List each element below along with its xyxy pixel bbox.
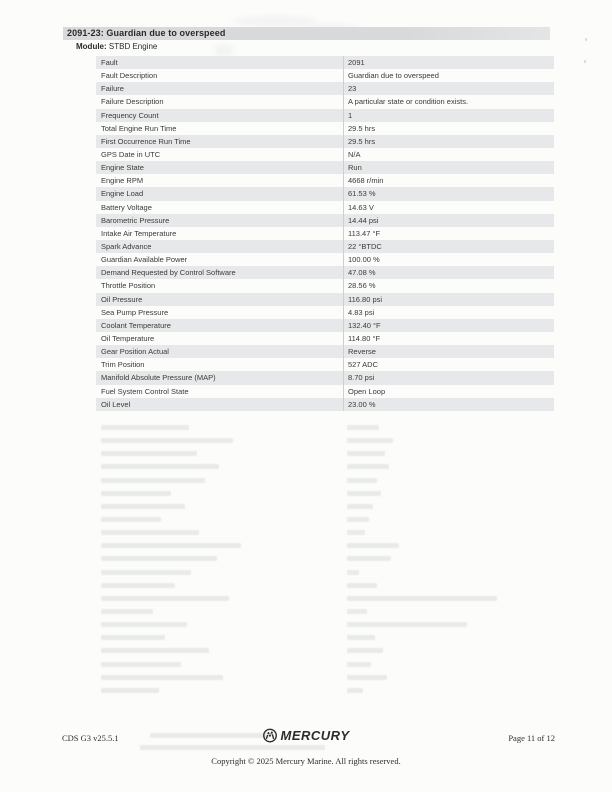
bleed-through-row <box>96 605 554 618</box>
bleed-through-value <box>343 556 554 561</box>
table-row <box>96 187 554 200</box>
bleed-through-area <box>96 421 554 697</box>
bleed-through-label <box>96 517 343 522</box>
table-row <box>96 56 554 69</box>
row-label: Engine Load <box>101 189 144 199</box>
bleed-through-value <box>343 425 554 430</box>
bleed-through-row <box>96 513 554 526</box>
bleed-through-label <box>96 635 343 640</box>
bleed-through-label <box>96 570 343 575</box>
row-value: 113.47 °F <box>343 227 554 240</box>
row-value: N/A <box>343 148 554 161</box>
bleed-through-row <box>96 460 554 473</box>
row-label: Oil Level <box>101 399 131 409</box>
table-row <box>96 122 554 135</box>
row-label: Failure Description <box>101 97 164 107</box>
bleed-through-line <box>150 733 270 738</box>
table-row <box>96 293 554 306</box>
row-value: 47.08 % <box>343 266 554 279</box>
table-row <box>96 253 554 266</box>
row-value: 2091 <box>343 56 554 69</box>
bleed-through-value <box>343 596 554 601</box>
row-value: Guardian due to overspeed <box>343 69 554 82</box>
bleed-through-value <box>343 517 554 522</box>
row-value: A particular state or condition exists. <box>343 95 554 108</box>
bleed-through-value <box>343 464 554 469</box>
bleed-through-row <box>96 421 554 434</box>
row-label: Frequency Count <box>101 110 159 120</box>
table-row <box>96 148 554 161</box>
fault-title: 2091-23: Guardian due to overspeed <box>67 28 226 38</box>
copyright-line: Copyright © 2025 Mercury Marine. All rights reserved. <box>211 756 401 766</box>
row-value: 4.83 psi <box>343 306 554 319</box>
row-label: Manifold Absolute Pressure (MAP) <box>101 373 216 383</box>
table-row <box>96 371 554 384</box>
row-label: Spark Advance <box>101 242 152 252</box>
row-label: Coolant Temperature <box>101 320 171 330</box>
table-row <box>96 201 554 214</box>
row-label: Intake Air Temperature <box>101 228 177 238</box>
bleed-through-value <box>343 675 554 680</box>
app-version: CDS G3 v25.5.1 <box>62 733 119 743</box>
row-label: Engine State <box>101 163 144 173</box>
bleed-through-row <box>96 500 554 513</box>
row-value: Reverse <box>343 345 554 358</box>
bleed-through-row <box>96 579 554 592</box>
bleed-through-row <box>96 671 554 684</box>
row-value: 132.40 °F <box>343 319 554 332</box>
row-value: 527 ADC <box>343 358 554 371</box>
row-value: 8.70 psi <box>343 371 554 384</box>
bleed-through-label <box>96 425 343 430</box>
table-row <box>96 82 554 95</box>
table-row <box>96 161 554 174</box>
row-label: First Occurrence Run Time <box>101 136 191 146</box>
row-value: 29.5 hrs <box>343 122 554 135</box>
table-row <box>96 214 554 227</box>
row-value: 28.56 % <box>343 279 554 292</box>
fault-table <box>96 56 554 411</box>
row-value: 23.00 % <box>343 398 554 411</box>
row-value: 23 <box>343 82 554 95</box>
bleed-through-label <box>96 530 343 535</box>
bleed-through-label <box>96 451 343 456</box>
bleed-through-row <box>96 526 554 539</box>
table-row <box>96 240 554 253</box>
bleed-through-value <box>343 491 554 496</box>
bleed-through-label <box>96 609 343 614</box>
bleed-through-value <box>343 662 554 667</box>
row-label: Oil Pressure <box>101 294 143 304</box>
bleed-through-value <box>343 609 554 614</box>
scan-speck <box>584 60 586 63</box>
bleed-through-value <box>343 648 554 653</box>
row-value: 14.44 psi <box>343 214 554 227</box>
row-label: Total Engine Run Time <box>101 123 177 133</box>
bleed-through-row <box>96 447 554 460</box>
row-label: Battery Voltage <box>101 202 152 212</box>
bleed-through-label <box>96 504 343 509</box>
bleed-through-value <box>343 622 554 627</box>
bleed-through-label <box>96 648 343 653</box>
row-value: 4668 r/min <box>343 174 554 187</box>
row-value: 14.63 V <box>343 201 554 214</box>
table-row <box>96 266 554 279</box>
module-line <box>76 42 157 51</box>
bleed-through-row <box>96 631 554 644</box>
row-label: Failure <box>101 84 124 94</box>
table-row <box>96 135 554 148</box>
table-row <box>96 69 554 82</box>
bleed-through-row <box>96 644 554 657</box>
row-value: Open Loop <box>343 385 554 398</box>
brand-wordmark: MERCURY <box>280 728 350 743</box>
bleed-through-row <box>96 539 554 552</box>
table-row <box>96 385 554 398</box>
bleed-through-label <box>96 622 343 627</box>
row-label: Guardian Available Power <box>101 255 188 265</box>
bleed-through-row <box>96 566 554 579</box>
module-value: STBD Engine <box>108 42 158 51</box>
page-indicator: Page 11 of 12 <box>508 733 555 743</box>
module-label: Module: <box>76 42 109 51</box>
bleed-through-label <box>96 675 343 680</box>
bleed-through-value <box>343 570 554 575</box>
table-row <box>96 227 554 240</box>
row-label: Engine RPM <box>101 176 144 186</box>
row-value: 1 <box>343 109 554 122</box>
bleed-through-row <box>96 434 554 447</box>
bleed-through-label <box>96 688 343 693</box>
bleed-through-row <box>96 552 554 565</box>
bleed-through-value <box>343 543 554 548</box>
row-value: 116.80 psi <box>343 293 554 306</box>
row-label: Gear Position Actual <box>101 347 169 357</box>
row-label: Fuel System Control State <box>101 386 189 396</box>
table-row <box>96 109 554 122</box>
row-label: Sea Pump Pressure <box>101 307 169 317</box>
table-row <box>96 358 554 371</box>
bleed-through-label <box>96 596 343 601</box>
bleed-through-row <box>96 684 554 697</box>
bleed-through-value <box>343 478 554 483</box>
bleed-through-label <box>96 662 343 667</box>
bleed-through-row <box>96 592 554 605</box>
row-label: Barometric Pressure <box>101 215 170 225</box>
row-label: Fault <box>101 58 118 68</box>
table-row <box>96 398 554 411</box>
bleed-through-line <box>140 745 325 750</box>
table-row <box>96 306 554 319</box>
bleed-through-row <box>96 658 554 671</box>
row-label: Trim Position <box>101 360 145 370</box>
table-row <box>96 279 554 292</box>
table-row <box>96 95 554 108</box>
row-label: Demand Requested by Control Software <box>101 268 236 278</box>
bleed-through-label <box>96 556 343 561</box>
bleed-through-value <box>343 451 554 456</box>
bleed-through-value <box>343 530 554 535</box>
bleed-through-row <box>96 618 554 631</box>
table-row <box>96 319 554 332</box>
row-value: 22 °BTDC <box>343 240 554 253</box>
mercury-logo <box>263 728 350 743</box>
bleed-through-row <box>96 487 554 500</box>
table-row <box>96 174 554 187</box>
bleed-through-value <box>343 635 554 640</box>
bleed-through-row <box>96 474 554 487</box>
mercury-logo-icon <box>263 728 278 743</box>
bleed-through-value <box>343 504 554 509</box>
row-label: GPS Date in UTC <box>101 150 161 160</box>
row-value: Run <box>343 161 554 174</box>
fault-header-bar <box>63 27 550 40</box>
bleed-through-label <box>96 543 343 548</box>
bleed-through-value <box>343 688 554 693</box>
bleed-through-value <box>343 438 554 443</box>
row-value: 100.00 % <box>343 253 554 266</box>
bleed-through-label <box>96 478 343 483</box>
row-value: 29.5 hrs <box>343 135 554 148</box>
bleed-through-label <box>96 583 343 588</box>
row-value: 114.80 °F <box>343 332 554 345</box>
bleed-through-label <box>96 491 343 496</box>
row-label: Fault Description <box>101 71 158 81</box>
bleed-through-label <box>96 438 343 443</box>
scan-speck <box>585 38 587 41</box>
row-label: Oil Temperature <box>101 334 155 344</box>
bleed-through-label <box>96 464 343 469</box>
row-label: Throttle Position <box>101 281 156 291</box>
row-value: 61.53 % <box>343 187 554 200</box>
table-row <box>96 345 554 358</box>
table-row <box>96 332 554 345</box>
bleed-through-value <box>343 583 554 588</box>
